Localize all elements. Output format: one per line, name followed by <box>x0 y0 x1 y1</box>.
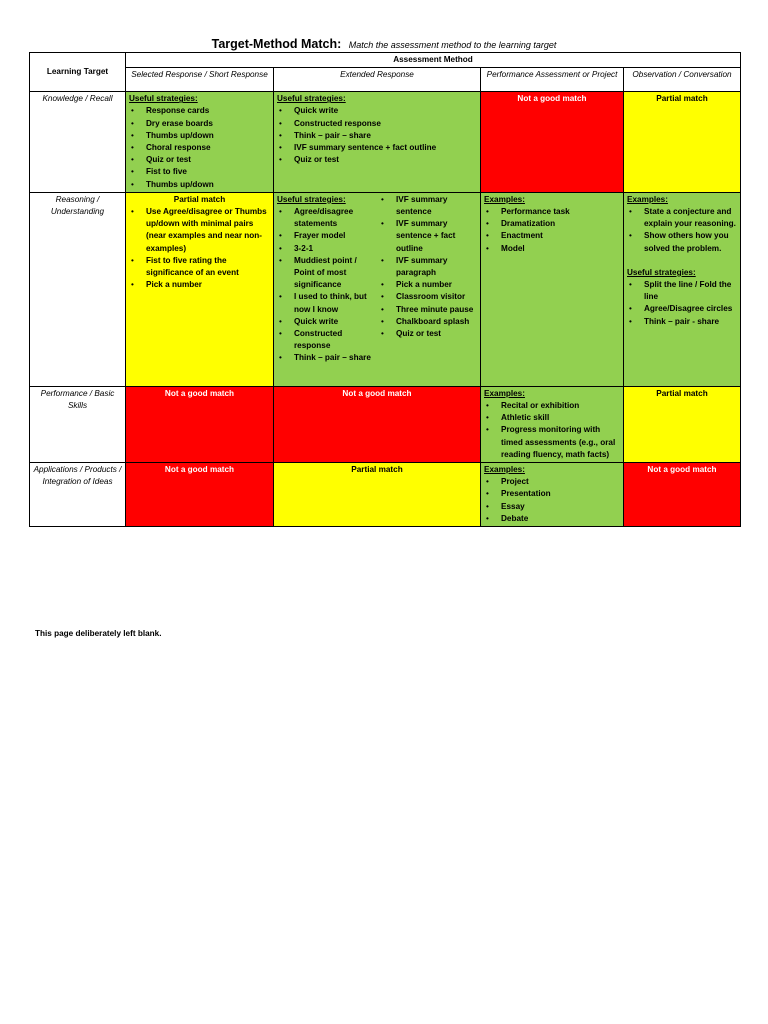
list-item: • Muddiest point / Point of most significance <box>277 255 375 292</box>
list-item: • Thumbs up/down <box>129 179 270 191</box>
list-item: • Quiz or test <box>129 154 270 166</box>
list-item: • Agree/Disagree circles <box>627 303 737 315</box>
list-item: • IVF summary paragraph <box>379 255 477 279</box>
match-verdict: Partial match <box>173 194 226 204</box>
list-item: • Quiz or test <box>277 154 477 166</box>
cell-knowledge-observation <box>624 92 741 193</box>
list-item: • Thumbs up/down <box>129 130 270 142</box>
cell-applications-extended <box>274 463 481 527</box>
list-item: • Constructed response <box>277 328 375 352</box>
list-item: • IVF summary sentence + fact outline <box>277 142 477 154</box>
list-item: • Constructed response <box>277 118 477 130</box>
cell-reasoning-extended <box>274 192 481 386</box>
strategy-list <box>129 206 270 291</box>
list-item: • Show others how you solved the problem. <box>627 230 737 254</box>
blank-page-note: This page deliberately left blank. <box>35 629 162 638</box>
table-row-knowledge <box>30 92 741 193</box>
right-column <box>375 194 477 365</box>
example-list <box>484 476 620 525</box>
list-item: • Progress monitoring with timed assessments (e.g., oral reading fluency, math facts) <box>484 424 620 461</box>
cell-applications-selected <box>126 463 274 527</box>
page-title <box>0 36 768 53</box>
match-verdict: Not a good match <box>342 388 412 398</box>
list-item: • Model <box>484 243 620 255</box>
target-method-table <box>29 52 741 527</box>
match-verdict: Not a good match <box>164 388 235 398</box>
strategy-list <box>379 194 477 340</box>
list-item: • Quick write <box>277 105 477 117</box>
spacer <box>627 255 737 267</box>
learning-target-header: Learning Target <box>30 53 126 92</box>
method-header-extended: Extended Response <box>274 68 481 92</box>
list-item: • Use Agree/disagree or Thumbs up/down with minimal pairs (near examples and near non-examples) <box>129 206 270 255</box>
list-item: • Chalkboard splash <box>379 316 477 328</box>
match-verdict: Not a good match <box>647 465 717 475</box>
list-item: • I used to think, but now I know <box>277 291 375 315</box>
list-item: • Presentation <box>484 488 620 500</box>
list-item: • Dramatization <box>484 218 620 230</box>
cell-applications-performance <box>481 463 624 527</box>
list-item: • Think – pair - share <box>627 316 737 328</box>
list-item: • Choral response <box>129 142 270 154</box>
row-label-knowledge: Knowledge / Recall <box>30 92 126 193</box>
row-label-performance: Performance / Basic Skills <box>30 386 126 462</box>
row-label-reasoning: Reasoning / Understanding <box>30 192 126 386</box>
example-list <box>484 206 620 255</box>
list-item: • IVF summary sentence <box>379 194 477 218</box>
list-item: • Pick a number <box>129 279 270 291</box>
two-column-list <box>277 194 477 365</box>
method-header-selected: Selected Response / Short Response <box>126 68 274 92</box>
cell-reasoning-performance <box>481 192 624 386</box>
cell-performance-extended <box>274 386 481 462</box>
list-item: • Frayer model <box>277 230 375 242</box>
list-item: • Classroom visitor <box>379 291 477 303</box>
table-row-performance <box>30 386 741 462</box>
list-item: • Fist to five <box>129 166 270 178</box>
strategy-list <box>627 279 737 328</box>
method-header-observation: Observation / Conversation <box>624 68 741 92</box>
list-item: • Split the line / Fold the line <box>627 279 737 303</box>
cell-lead: Useful strategies: <box>277 194 346 204</box>
list-item: • Athletic skill <box>484 412 620 424</box>
cell-lead: Examples: <box>484 194 525 204</box>
cell-performance-observation <box>624 386 741 462</box>
match-verdict: Partial match <box>656 388 708 398</box>
list-item: • Project <box>484 476 620 488</box>
list-item: • Dry erase boards <box>129 118 270 130</box>
cell-knowledge-selected <box>126 92 274 193</box>
cell-reasoning-observation <box>624 192 741 386</box>
cell-lead: Examples: <box>627 194 668 204</box>
list-item: • State a conjecture and explain your reasoning. <box>627 206 737 230</box>
list-item: • Quick write <box>277 316 375 328</box>
assessment-method-header: Assessment Method <box>126 53 741 68</box>
method-header-performance: Performance Assessment or Project <box>481 68 624 92</box>
cell-lead: Useful strategies: <box>129 94 198 104</box>
list-item: • Fist to five rating the significance of an event <box>129 255 270 279</box>
list-item: • Quiz or test <box>379 328 477 340</box>
strategy-list <box>277 105 477 166</box>
example-list <box>484 400 620 461</box>
row-label-applications: Applications / Products / Integration of Ideas <box>30 463 126 527</box>
cell-performance-selected <box>126 386 274 462</box>
match-verdict: Not a good match <box>164 465 235 475</box>
list-item: • 3-2-1 <box>277 243 375 255</box>
left-column <box>277 194 375 365</box>
list-item: • Think – pair – share <box>277 352 375 364</box>
list-item: • Response cards <box>129 105 270 117</box>
cell-lead: Useful strategies: <box>277 94 346 104</box>
match-verdict: Partial match <box>656 94 708 104</box>
cell-performance-performance <box>481 386 624 462</box>
list-item: • Recital or exhibition <box>484 400 620 412</box>
cell-knowledge-performance <box>481 92 624 193</box>
title-main: Target-Method Match: <box>211 37 342 51</box>
example-list <box>627 206 737 255</box>
cell-reasoning-selected <box>126 192 274 386</box>
list-item: • Think – pair – share <box>277 130 477 142</box>
cell-lead: Examples: <box>484 465 525 475</box>
table-row-applications <box>30 463 741 527</box>
table-row-reasoning <box>30 192 741 386</box>
list-item: • Enactment <box>484 230 620 242</box>
cell-knowledge-extended <box>274 92 481 193</box>
list-item: • Pick a number <box>379 279 477 291</box>
title-subtitle: Match the assessment method to the learning target <box>348 40 557 50</box>
list-item: • IVF summary sentence + fact outline <box>379 218 477 255</box>
cell-lead: Useful strategies: <box>627 267 696 277</box>
strategy-list <box>129 105 270 190</box>
cell-lead: Examples: <box>484 388 525 398</box>
list-item: • Essay <box>484 501 620 513</box>
match-verdict: Partial match <box>351 465 403 475</box>
list-item: • Debate <box>484 513 620 525</box>
list-item: • Three minute pause <box>379 304 477 316</box>
cell-applications-observation <box>624 463 741 527</box>
match-verdict: Not a good match <box>517 94 587 104</box>
list-item: • Performance task <box>484 206 620 218</box>
strategy-list <box>277 206 375 365</box>
list-item: • Agree/disagree statements <box>277 206 375 230</box>
